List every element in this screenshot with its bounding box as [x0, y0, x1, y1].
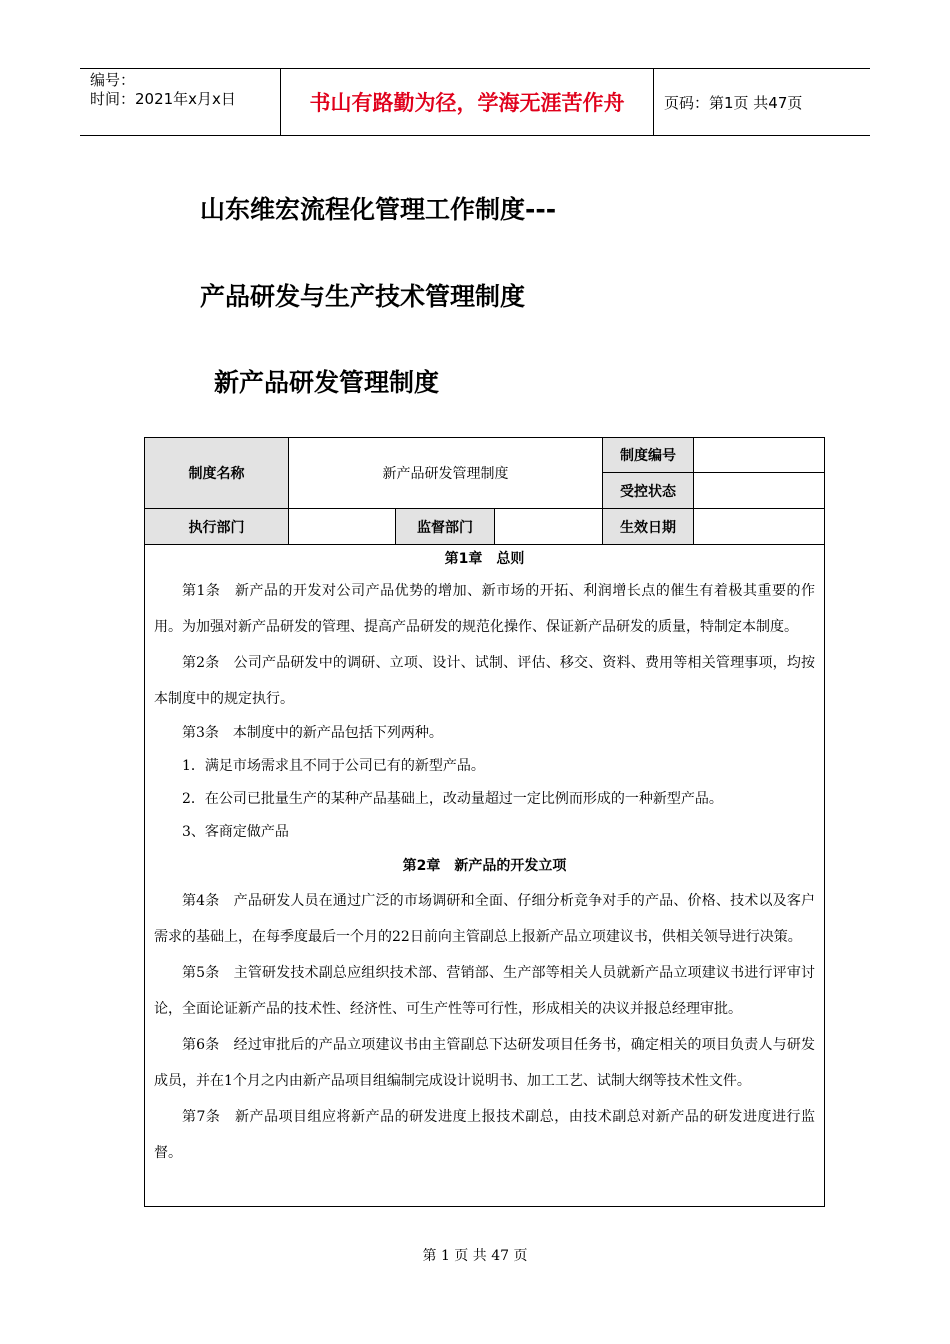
- chapter-1-heading: 第1章 总则: [444, 551, 525, 567]
- header-meta: [80, 69, 281, 135]
- article-2: 第2条 公司产品研发中的调研、立项、设计、试制、评估、移交、资料、费用等相关管理事项，均按本制度中的规定执行。: [154, 655, 815, 707]
- list-item-3: 3、客商定做产品: [182, 824, 289, 840]
- time-label: 时间：2021年x月x日: [90, 90, 236, 108]
- control-label: 受控状态: [603, 473, 694, 509]
- chapter-2-heading: 第2章 新产品的开发立项: [402, 858, 567, 874]
- title-line-1: 山东维宏流程化管理工作制度---: [200, 195, 557, 224]
- regulation-table: [144, 437, 825, 1207]
- code-value: [694, 438, 824, 473]
- article-4: 第4条 产品研发人员在通过广泛的市场调研和全面、仔细分析竞争对手的产品、价格、技术以及客户需求的基础上，在每季度最后一个月的22日前向主管副总上报新产品立项建议书，供相关领导进行决策。: [154, 893, 815, 945]
- page-footer: 第 1 页 共 47 页: [422, 1248, 528, 1264]
- list-item-2: 2．在公司已批量生产的某种产品基础上，改动量超过一定比例而形成的一种新型产品。: [182, 791, 723, 807]
- supervise-label: 监督部门: [396, 509, 495, 545]
- title-line-2: 产品研发与生产技术管理制度: [200, 282, 526, 311]
- supervise-value: [495, 509, 603, 545]
- name-value: 新产品研发管理制度: [289, 438, 603, 509]
- list-item-1: 1．满足市场需求且不同于公司已有的新型产品。: [182, 758, 485, 774]
- header-motto: 书山有路勤为径，学海无涯苦作舟: [281, 69, 654, 135]
- effective-label: 生效日期: [603, 509, 694, 545]
- header-page-info: 页码：第1页 共47页: [664, 93, 803, 112]
- exec-dept-label: 执行部门: [145, 509, 289, 545]
- article-7: 第7条 新产品项目组应将新产品的研发进度上报技术副总，由技术副总对新产品的研发进度进行监督。: [154, 1109, 815, 1161]
- article-6: 第6条 经过审批后的产品立项建议书由主管副总下达研发项目任务书，确定相关的项目负责人与研发成员，并在1个月之内由新产品项目组编制完成设计说明书、加工工艺、试制大纲等技术性文件。: [154, 1037, 815, 1089]
- regulation-body: [145, 545, 824, 1171]
- number-label: 编号：: [90, 71, 136, 89]
- article-1: 第1条 新产品的开发对公司产品优势的增加、新市场的开拓、利润增长点的催生有着极其重要的作用。为加强对新产品研发的管理、提高产品研发的规范化操作、保证新产品研发的质量，特制定本制度。: [154, 583, 815, 635]
- title-line-3: 新产品研发管理制度: [214, 368, 440, 397]
- article-3: 第3条 本制度中的新产品包括下列两种。: [182, 725, 443, 741]
- code-label: 制度编号: [603, 438, 694, 473]
- page-header: [80, 68, 870, 136]
- effective-value: [694, 509, 824, 545]
- control-value: [694, 473, 824, 509]
- article-5: 第5条 主管研发技术副总应组织技术部、营销部、生产部等相关人员就新产品立项建议书进行评审讨论，全面论证新产品的技术性、经济性、可生产性等可行性，形成相关的决议并报总经理审批。: [154, 965, 815, 1017]
- exec-dept-value: [289, 509, 396, 545]
- name-label: 制度名称: [145, 438, 289, 509]
